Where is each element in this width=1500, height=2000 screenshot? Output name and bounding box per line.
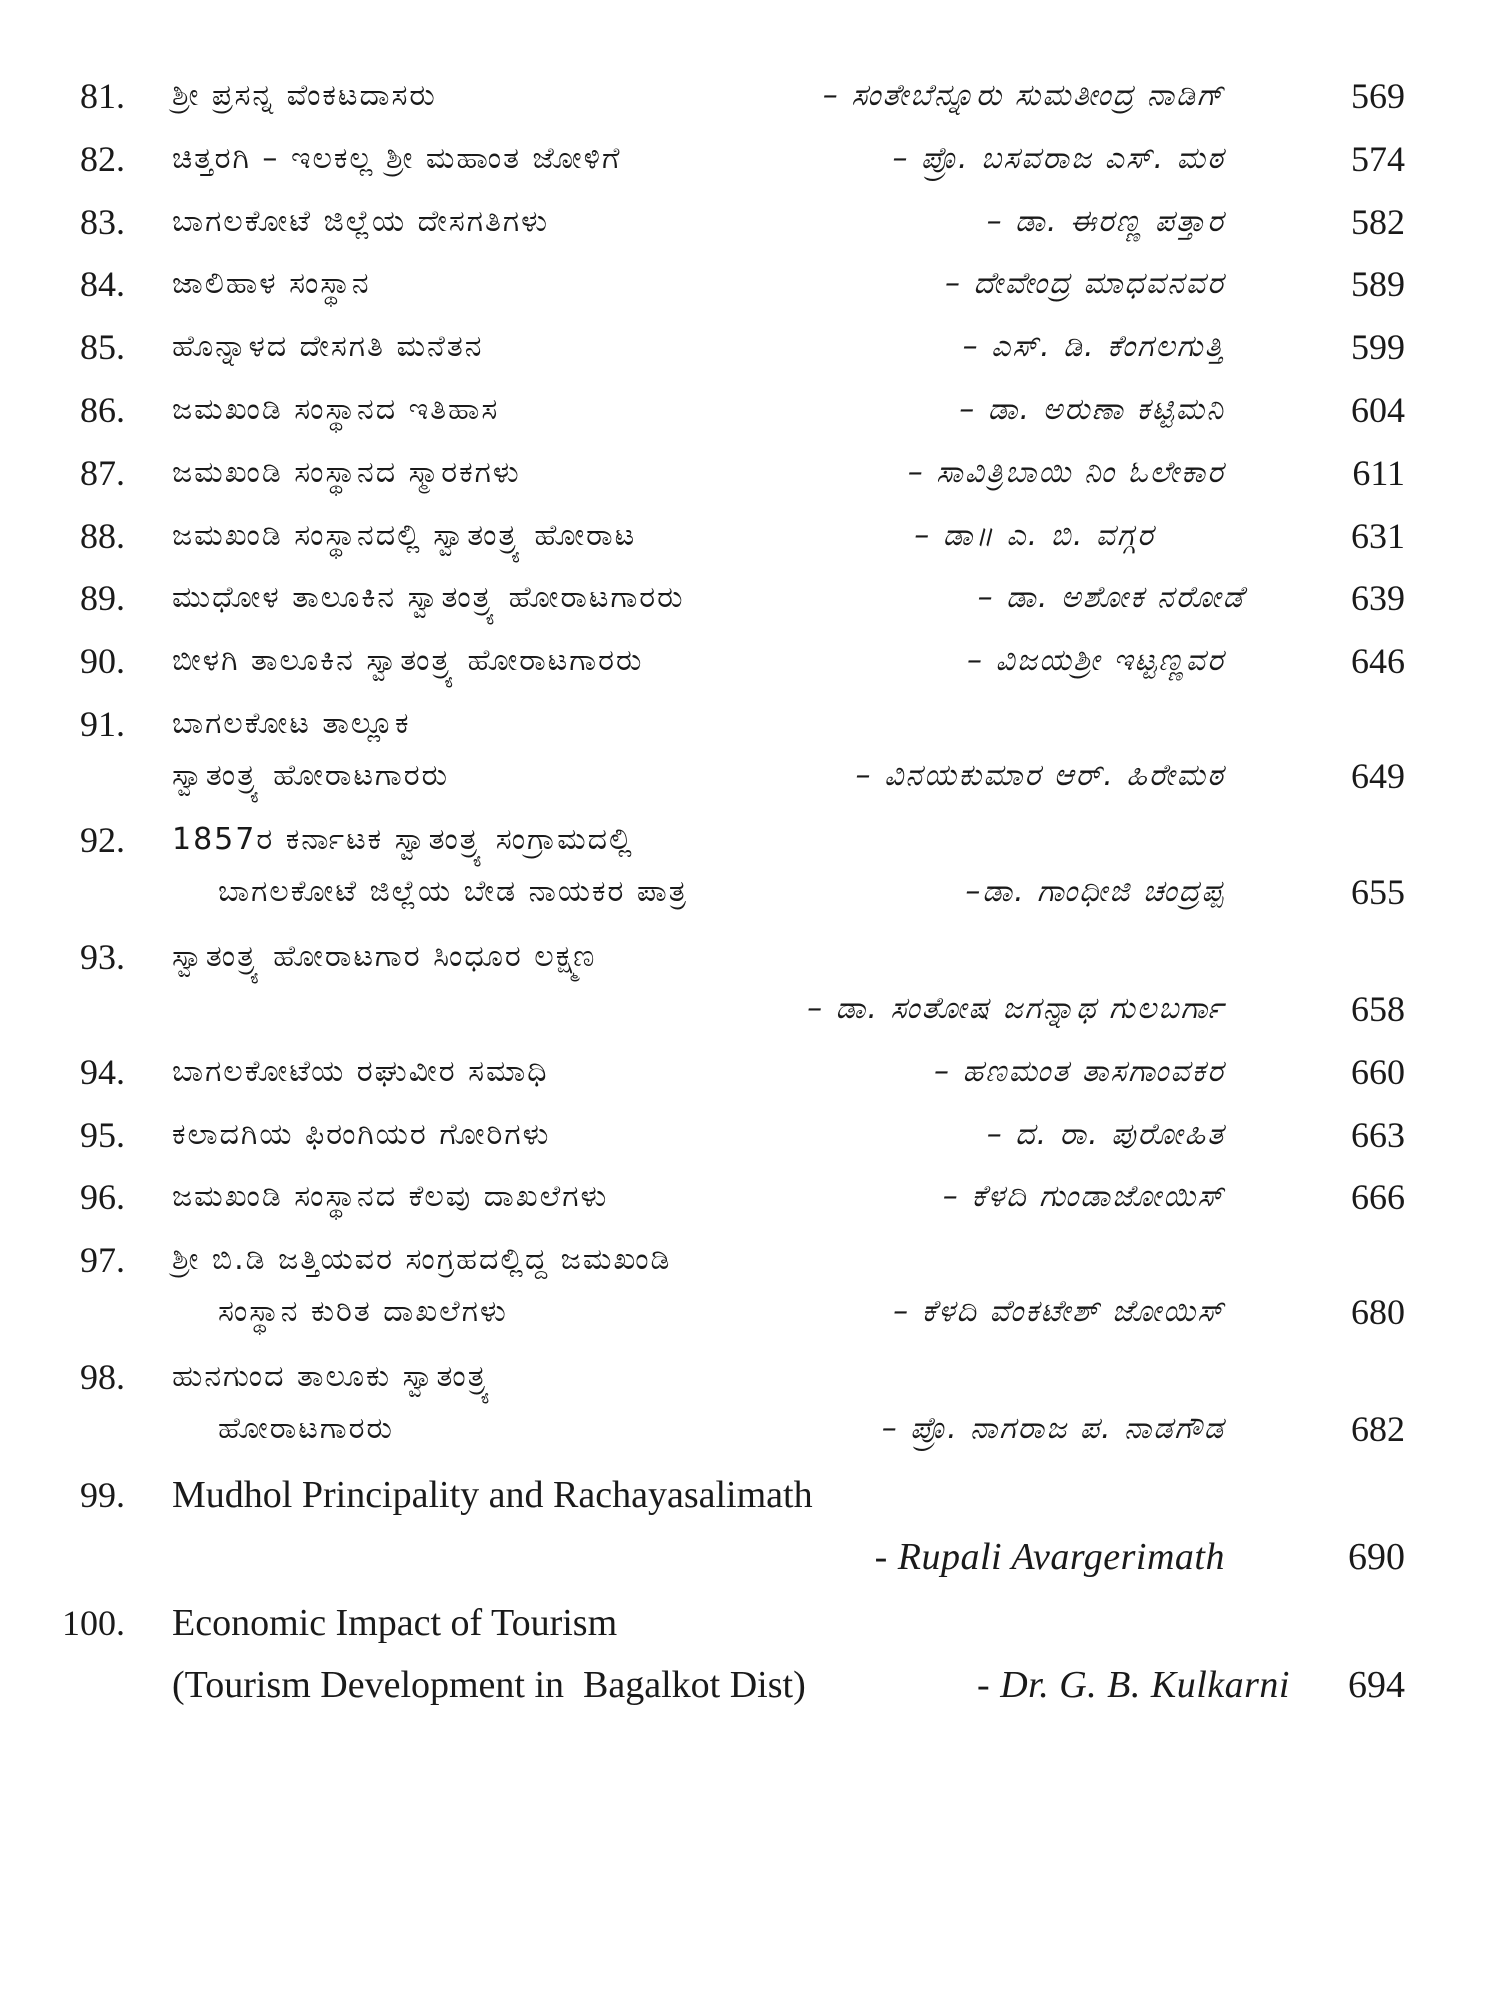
entry-author: – ಎಸ್. ಡಿ. ಕೆಂಗಲಗುತ್ತಿ: [962, 329, 1225, 364]
entry-title: ಜಮಖಂಡಿ ಸಂಸ್ಥಾನದ ಇತಿಹಾಸ: [172, 392, 500, 427]
entry-author: - Rupali Avargerimath: [874, 1536, 1225, 1578]
entry-number: 97.: [80, 1240, 125, 1280]
entry-number: 92.: [80, 820, 125, 860]
entry-author: – ಪ್ರೊ. ಬಸವರಾಜ ಎಸ್. ಮಠ: [892, 141, 1225, 176]
entry-author: – ಡಾ. ಅಶೋಕ ನರೋಡೆ: [977, 580, 1245, 615]
entry-number: 83.: [80, 202, 125, 242]
entry-author: - Dr. G. B. Kulkarni: [977, 1664, 1290, 1706]
entry-page: 574: [1351, 139, 1405, 179]
entry-author: – ವಿನಯಕುಮಾರ ಆರ್. ಹಿರೇಮಠ: [855, 758, 1225, 793]
entry-number: 100.: [62, 1603, 125, 1643]
entry-page: 582: [1351, 202, 1405, 242]
entry-title: ಹುನಗುಂದ ತಾಲೂಕು ಸ್ವಾತಂತ್ರ್ಯ: [172, 1359, 493, 1394]
entry-page: 646: [1351, 641, 1405, 681]
entry-title-continued: (Tourism Development in Bagalkot Dist): [172, 1664, 806, 1706]
entry-number: 93.: [80, 937, 125, 977]
entry-page: 631: [1351, 516, 1405, 556]
entry-author: – ಕೆಳದಿ ಗುಂಡಾಜೋಯಿಸ್: [942, 1179, 1225, 1214]
entry-page: 660: [1351, 1052, 1405, 1092]
entry-page: 690: [1348, 1536, 1405, 1578]
entry-author: – ಹಣಮಂತ ತಾಸಗಾಂವಕರ: [933, 1054, 1225, 1089]
entry-title-continued: ಸಂಸ್ಥಾನ ಕುರಿತ ದಾಖಲೆಗಳು: [218, 1294, 508, 1329]
entry-title-continued: ಸ್ವಾತಂತ್ರ್ಯ ಹೋರಾಟಗಾರರು: [172, 758, 450, 793]
entry-page: 658: [1351, 989, 1405, 1029]
entry-author: – ಸಾವಿತ್ರಿಬಾಯಿ ನಿಂ ಓಲೇಕಾರ: [907, 455, 1225, 490]
entry-page: 611: [1352, 453, 1405, 493]
entry-title: Economic Impact of Tourism: [172, 1602, 618, 1644]
entry-title: ಶ್ರೀ ಬಿ.ಡಿ ಜತ್ತಿಯವರ ಸಂಗ್ರಹದಲ್ಲಿದ್ದ ಜಮಖಂಡಿ: [172, 1242, 672, 1277]
entry-number: 88.: [80, 516, 125, 556]
entry-author: – ಡಾ. ಸಂತೋಷ ಜಗನ್ನಾಥ ಗುಲಬರ್ಗಾ: [807, 991, 1225, 1026]
entry-page: 639: [1351, 578, 1405, 618]
entry-number: 84.: [80, 264, 125, 304]
entry-number: 82.: [80, 139, 125, 179]
entry-author: – ವಿಜಯಶ್ರೀ ಇಟ್ಟಣ್ಣವರ: [967, 643, 1225, 678]
entry-author: – ಡಾ. ಅರುಣಾ ಕಟ್ಟಿಮನಿ: [959, 392, 1225, 427]
entry-title: ಕಲಾದಗಿಯ ಫಿರಂಗಿಯರ ಗೋರಿಗಳು: [172, 1117, 551, 1152]
entry-page: 655: [1351, 872, 1405, 912]
entry-title: ಜಮಖಂಡಿ ಸಂಸ್ಥಾನದ ಕೆಲವು ದಾಖಲೆಗಳು: [172, 1179, 609, 1214]
entry-title: ಚಿತ್ತರಗಿ – ಇಲಕಲ್ಲ ಶ್ರೀ ಮಹಾಂತ ಜೋಳಿಗೆ: [172, 141, 622, 176]
entry-number: 96.: [80, 1177, 125, 1217]
entry-title: ಜಾಲಿಹಾಳ ಸಂಸ್ಥಾನ: [172, 266, 371, 301]
entry-author: – ಪ್ರೊ. ನಾಗರಾಜ ಪ. ನಾಡಗೌಡ: [881, 1411, 1225, 1446]
entry-author: – ಕೆಳದಿ ವೆಂಕಟೇಶ್ ಜೋಯಿಸ್: [893, 1294, 1225, 1329]
entry-title: ಬಾಗಲಕೋಟೆ ಜಿಲ್ಲೆಯ ದೇಸಗತಿಗಳು: [172, 204, 549, 239]
entry-number: 91.: [80, 704, 125, 744]
entry-number: 86.: [80, 390, 125, 430]
entry-number: 99.: [80, 1475, 125, 1515]
entry-number: 81.: [80, 76, 125, 116]
entry-page: 589: [1351, 264, 1405, 304]
entry-number: 98.: [80, 1357, 125, 1397]
entry-page: 682: [1351, 1409, 1405, 1449]
entry-title: ಜಮಖಂಡಿ ಸಂಸ್ಥಾನದಲ್ಲಿ ಸ್ವಾತಂತ್ರ್ಯ ಹೋರಾಟ: [172, 518, 637, 553]
entry-title: ಶ್ರೀ ಪ್ರಸನ್ನ ವೆಂಕಟದಾಸರು: [172, 78, 437, 113]
entry-title: ಜಮಖಂಡಿ ಸಂಸ್ಥಾನದ ಸ್ಮಾರಕಗಳು: [172, 455, 521, 490]
entry-author: – ಡಾ॥ ಎ. ಬಿ. ವಗ್ಗರ: [914, 518, 1155, 553]
entry-author: – ಡಾ. ಈರಣ್ಣ ಪತ್ತಾರ: [986, 204, 1225, 239]
entry-number: 85.: [80, 327, 125, 367]
entry-author: – ದೇವೇಂದ್ರ ಮಾಧವನವರ: [945, 266, 1225, 301]
entry-title: ಸ್ವಾತಂತ್ರ್ಯ ಹೋರಾಟಗಾರ ಸಿಂಧೂರ ಲಕ್ಷ್ಮಣ: [172, 939, 597, 974]
entry-page: 649: [1351, 756, 1405, 796]
entry-number: 94.: [80, 1052, 125, 1092]
entry-title: ಮುಧೋಳ ತಾಲೂಕಿನ ಸ್ವಾತಂತ್ರ್ಯ ಹೋರಾಟಗಾರರು: [172, 580, 685, 615]
entry-title-continued: ಹೋರಾಟಗಾರರು: [218, 1411, 394, 1446]
entry-title-continued: ಬಾಗಲಕೋಟೆ ಜಿಲ್ಲೆಯ ಬೇಡ ನಾಯಕರ ಪಾತ್ರ: [218, 874, 688, 909]
entry-title: ಬಾಗಲಕೋಟ ತಾಲ್ಲೂಕ: [172, 706, 411, 741]
entry-author: – ಸಂತೇಬೆನ್ನೂರು ಸುಮತೀಂದ್ರ ನಾಡಿಗ್: [822, 78, 1225, 113]
entry-page: 604: [1351, 390, 1405, 430]
entry-author: – ದ. ರಾ. ಪುರೋಹಿತ: [986, 1117, 1225, 1152]
entry-number: 87.: [80, 453, 125, 493]
entry-page: 666: [1351, 1177, 1405, 1217]
entry-page: 663: [1351, 1115, 1405, 1155]
entry-title: ಹೊನ್ನಾಳದ ದೇಸಗತಿ ಮನೆತನ: [172, 329, 484, 364]
entry-author: –ಡಾ. ಗಾಂಧೀಜಿ ಚಂದ್ರಪ್ಪ: [965, 874, 1225, 909]
entry-number: 95.: [80, 1115, 125, 1155]
entry-page: 599: [1351, 327, 1405, 367]
entry-number: 89.: [80, 578, 125, 618]
entry-page: 694: [1348, 1664, 1405, 1706]
entry-title: Mudhol Principality and Rachayasalimath: [172, 1474, 813, 1516]
entry-title: ಬೀಳಗಿ ತಾಲೂಕಿನ ಸ್ವಾತಂತ್ರ್ಯ ಹೋರಾಟಗಾರರು: [172, 643, 644, 678]
entry-page: 569: [1351, 76, 1405, 116]
entry-title: ಬಾಗಲಕೋಟೆಯ ರಘುವೀರ ಸಮಾಧಿ: [172, 1054, 549, 1089]
entry-page: 680: [1351, 1292, 1405, 1332]
entry-title: 1857ರ ಕರ್ನಾಟಕ ಸ್ವಾತಂತ್ರ್ಯ ಸಂಗ್ರಾಮದಲ್ಲಿ: [172, 822, 634, 857]
entry-number: 90.: [80, 641, 125, 681]
